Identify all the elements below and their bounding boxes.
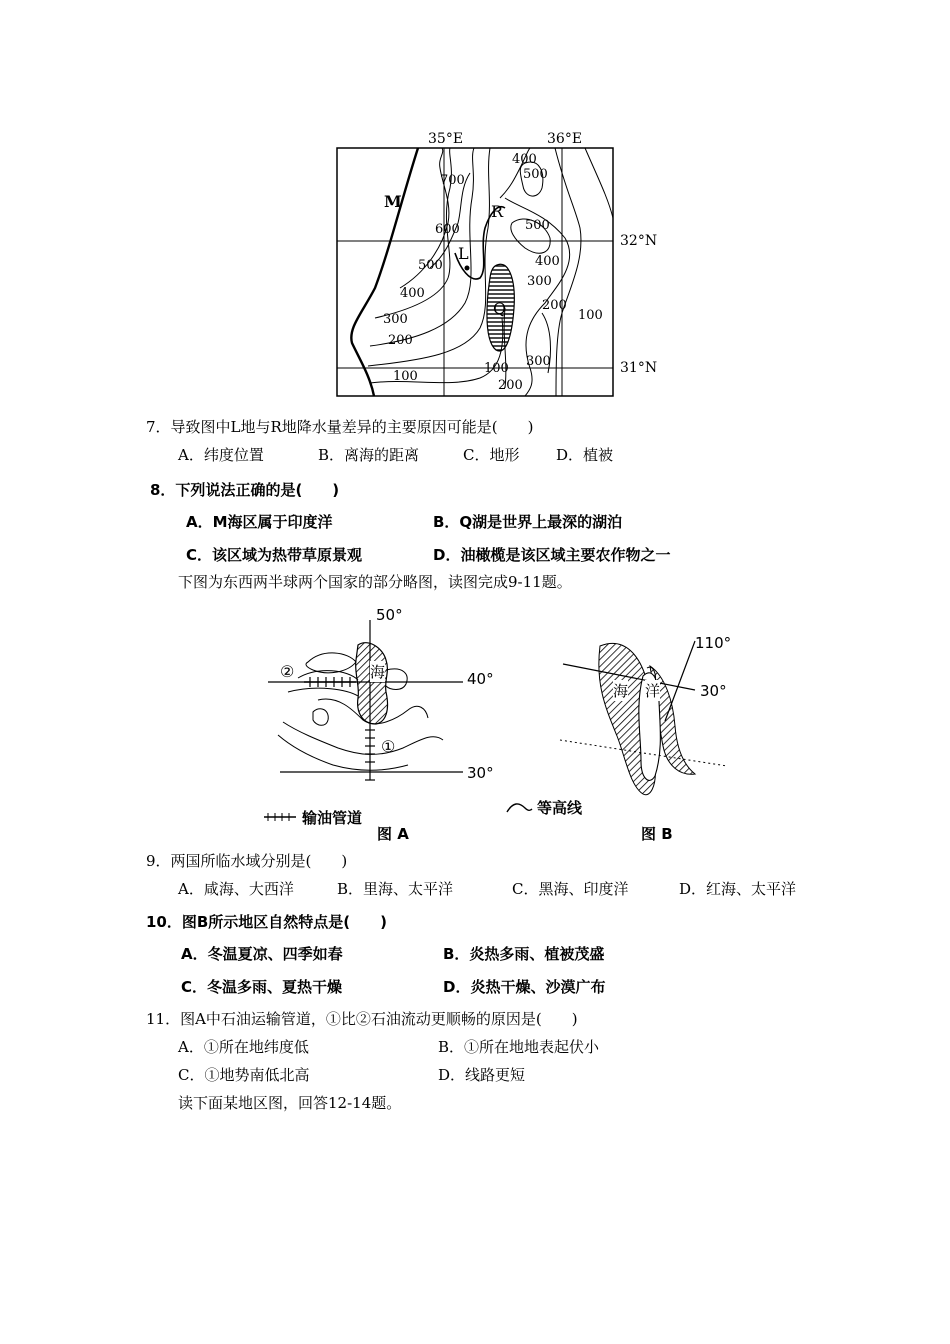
- q10-stem: 10．图B所示地区自然特点是( ): [146, 913, 388, 931]
- fig-b-caption: 图 B: [641, 825, 673, 843]
- q10-option-d[interactable]: D．炎热干燥、沙漠广布: [443, 978, 606, 996]
- q7-option-d[interactable]: D．植被: [556, 446, 614, 464]
- q10-option-a[interactable]: A．冬温夏凉、四季如春: [181, 945, 343, 963]
- contour-label: 500: [525, 218, 550, 233]
- letter-L: L: [458, 244, 469, 263]
- contour-label: 400: [400, 286, 425, 301]
- lat-label-31: 31°N: [620, 360, 658, 376]
- contour-label: 300: [527, 274, 552, 289]
- q10-option-b[interactable]: B．炎热多雨、植被茂盛: [443, 945, 605, 963]
- legend-contour-label: 等高线: [537, 799, 583, 817]
- letter-R: R: [491, 202, 504, 221]
- q10-option-c[interactable]: C．冬温多雨、夏热干燥: [181, 978, 343, 996]
- fig-b-label-110: 110°: [695, 634, 732, 652]
- q9-option-c[interactable]: C．黑海、印度洋: [512, 880, 629, 898]
- lat-label-32: 32°N: [620, 233, 658, 249]
- lon-label-35: 35°E: [428, 131, 464, 147]
- contour-label: 400: [512, 152, 537, 167]
- q9-option-a[interactable]: A．咸海、大西洋: [178, 880, 294, 898]
- fig-a-caption: 图 A: [377, 825, 409, 843]
- contour-label: 100: [484, 361, 509, 376]
- fig-a-label-30: 30°: [467, 764, 494, 782]
- intro-9-11: 下图为东西两半球两个国家的部分略图，读图完成9-11题。: [178, 573, 572, 591]
- q11-stem: 11．图A中石油运输管道，①比②石油流动更顺畅的原因是( ): [146, 1010, 578, 1028]
- precipitation-contour-map: [330, 128, 670, 400]
- q7-option-b[interactable]: B．离海的距离: [318, 446, 420, 464]
- q8-option-d[interactable]: D．油橄榄是该区域主要农作物之一: [433, 546, 671, 564]
- intro-12-14: 读下面某地区图，回答12-14题。: [178, 1094, 402, 1112]
- contour-label: 200: [542, 298, 567, 313]
- contour-label: 300: [526, 354, 551, 369]
- contour-label: 100: [393, 369, 418, 384]
- lon-label-36: 36°E: [547, 131, 583, 147]
- q7-stem: 7．导致图中L地与R地降水量差异的主要原因可能是( ): [146, 418, 534, 436]
- contour-label: 200: [498, 378, 523, 393]
- q9-stem: 9．两国所临水域分别是( ): [146, 852, 348, 870]
- contour-label: 200: [388, 333, 413, 348]
- contour-label: 700: [440, 173, 465, 188]
- letter-Q: Q: [493, 299, 507, 318]
- legend-pipeline-label: 输油管道: [302, 809, 363, 827]
- q11-option-d[interactable]: D．线路更短: [438, 1066, 526, 1084]
- figure-b-map: [555, 626, 735, 806]
- contour-label: 600: [435, 222, 460, 237]
- q8-option-c[interactable]: C．该区域为热带草原景观: [186, 546, 363, 564]
- fig-b-ocean-label: 洋: [645, 682, 661, 700]
- contour-label: 400: [535, 254, 560, 269]
- q8-stem: 8．下列说法正确的是( ): [150, 481, 340, 499]
- q8-option-a[interactable]: A．M海区属于印度洋: [186, 513, 333, 531]
- fig-a-label-50: 50°: [376, 606, 403, 624]
- q9-option-b[interactable]: B．里海、太平洋: [337, 880, 454, 898]
- pipeline-legend-icon: [262, 810, 298, 824]
- fig-a-marker-1: ①: [381, 737, 396, 756]
- fig-a-label-40: 40°: [467, 670, 494, 688]
- q11-option-b[interactable]: B．①所在地地表起伏小: [438, 1038, 600, 1056]
- q7-option-c[interactable]: C．地形: [463, 446, 520, 464]
- contour-label: 500: [523, 167, 548, 182]
- fig-a-sea-label: 海: [370, 663, 386, 681]
- fig-b-sea-label: 海: [613, 682, 629, 700]
- q8-option-b[interactable]: B．Q湖是世界上最深的湖泊: [433, 513, 623, 531]
- q11-option-a[interactable]: A．①所在地纬度低: [178, 1038, 309, 1056]
- q7-option-a[interactable]: A．纬度位置: [178, 446, 264, 464]
- fig-b-label-30: 30°: [700, 682, 727, 700]
- contour-legend-icon: [505, 800, 533, 816]
- contour-label: 500: [418, 258, 443, 273]
- letter-M: M: [384, 192, 402, 211]
- q11-option-c[interactable]: C．①地势南低北高: [178, 1066, 310, 1084]
- figure-a-map: [258, 600, 498, 840]
- fig-a-marker-2: ②: [280, 662, 295, 681]
- q9-option-d[interactable]: D．红海、太平洋: [679, 880, 797, 898]
- contour-label: 300: [383, 312, 408, 327]
- contour-label: 100: [578, 308, 603, 323]
